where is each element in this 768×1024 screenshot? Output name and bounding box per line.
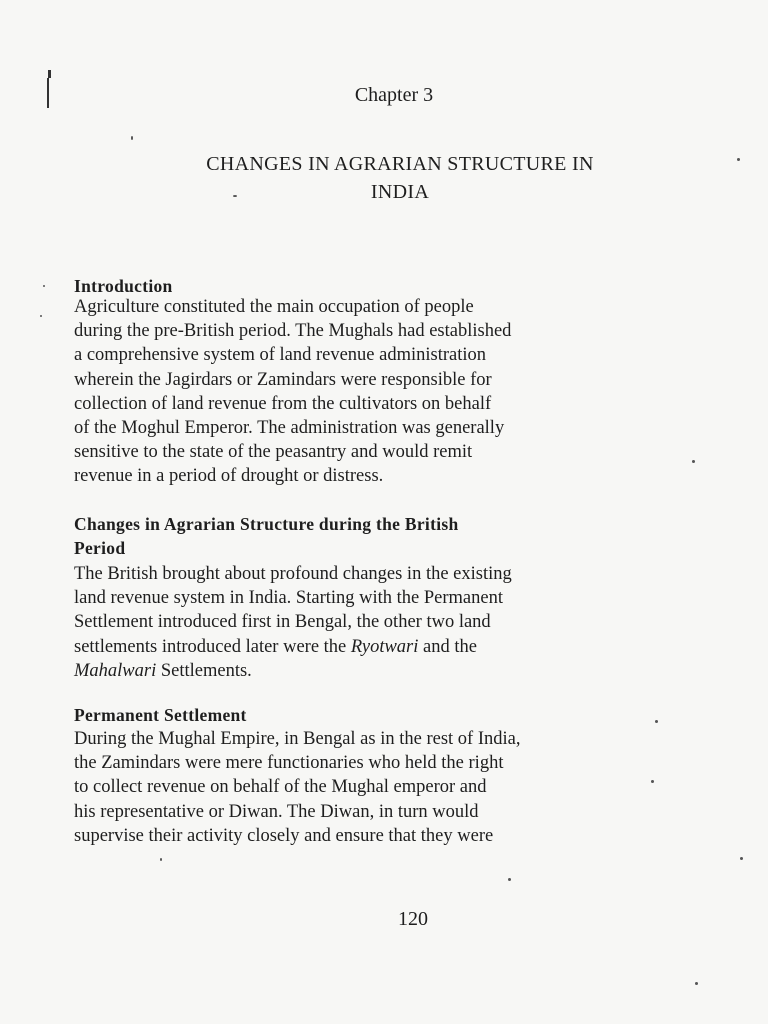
section-heading-introduction: Introduction — [74, 276, 173, 296]
body-line: supervise their activity closely and ensure that they were — [74, 825, 494, 846]
scan-speck — [655, 720, 658, 723]
section-body-introduction — [74, 295, 664, 489]
scan-edge-mark — [48, 70, 51, 78]
body-line: a comprehensive system of land revenue administration — [74, 345, 487, 366]
scan-speck — [160, 858, 162, 861]
section-heading-british-period — [74, 512, 459, 560]
scan-speck — [740, 857, 743, 860]
body-line: Agriculture constituted the main occupation of people — [74, 297, 474, 317]
body-line: Mahalwari Settlements. — [74, 660, 252, 681]
body-line: sensitive to the state of the peasantry and would remit — [74, 442, 473, 463]
scan-speck — [43, 285, 45, 287]
body-line: settlements introduced later were the Ryotwari and the — [74, 636, 477, 657]
scan-speck — [40, 315, 42, 317]
chapter-title-line: INDIA — [370, 181, 430, 203]
heading-line: Changes in Agrarian Structure during the British — [74, 514, 459, 534]
scan-speck — [692, 460, 695, 463]
page-number: 120 — [398, 908, 428, 930]
body-line: The British brought about profound changes in the existing — [74, 564, 512, 584]
scan-speck — [508, 878, 511, 881]
section-body-permanent-settlement — [74, 727, 664, 848]
body-line: During the Mughal Empire, in Bengal as in the rest of India, — [74, 729, 521, 749]
body-line: Settlement introduced first in Bengal, the other two land — [74, 612, 491, 633]
body-line: the Zamindars were mere functionaries who held the right — [74, 753, 504, 774]
scan-speck — [695, 982, 698, 985]
body-line: to collect revenue on behalf of the Mughal emperor and — [74, 777, 487, 798]
scan-speck — [737, 158, 740, 161]
body-line: during the pre-British period. The Mughals had established — [74, 321, 512, 342]
chapter-title — [100, 150, 700, 206]
heading-line: Period — [74, 538, 126, 558]
chapter-title-line: CHANGES IN AGRARIAN STRUCTURE IN — [206, 153, 594, 175]
chapter-label: Chapter 3 — [354, 84, 434, 106]
body-line: his representative or Diwan. The Diwan, in turn would — [74, 801, 479, 822]
scan-speck — [131, 136, 133, 140]
section-body-british-period — [74, 562, 664, 683]
body-line: of the Moghul Emperor. The administration was generally — [74, 418, 505, 439]
body-line: revenue in a period of drought or distress. — [74, 466, 384, 487]
body-line: collection of land revenue from the cultivators on behalf — [74, 393, 492, 414]
body-line: land revenue system in India. Starting with the Permanent — [74, 588, 503, 609]
section-heading-permanent-settlement: Permanent Settlement — [74, 705, 247, 725]
body-line: wherein the Jagirdars or Zamindars were responsible for — [74, 369, 492, 390]
